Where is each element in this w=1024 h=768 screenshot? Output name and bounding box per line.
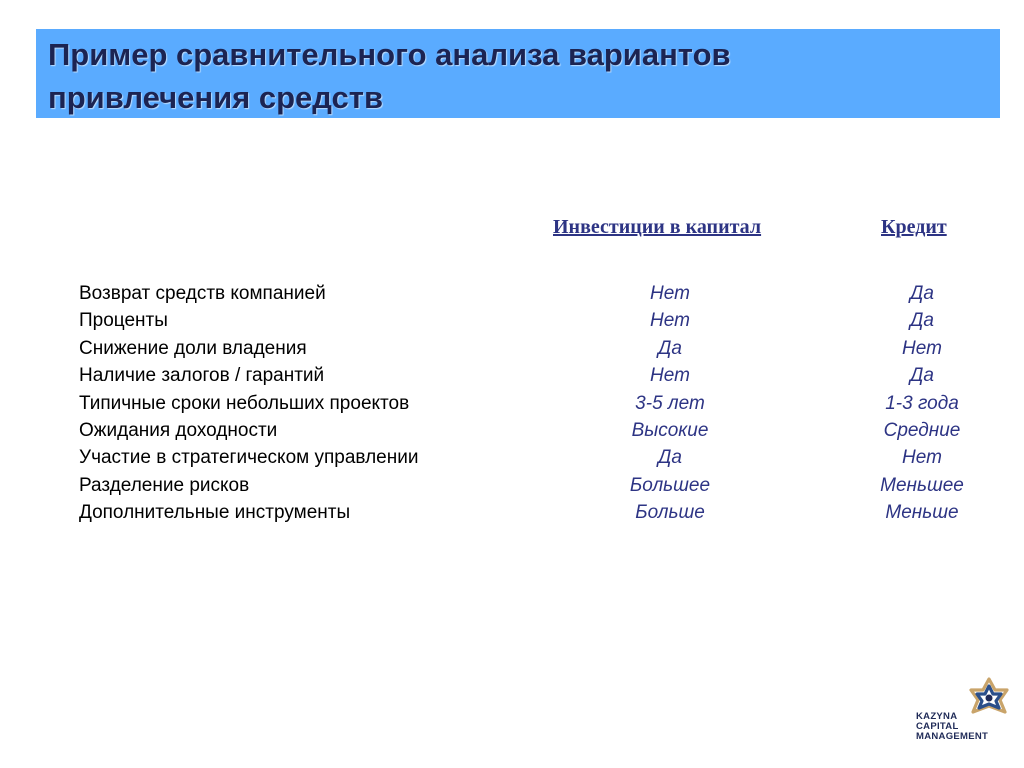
table-row xyxy=(0,335,1024,362)
table-row xyxy=(0,362,1024,389)
logo-text-line-3: MANAGEMENT xyxy=(916,731,989,742)
row-label: Ожидания доходности xyxy=(79,419,278,441)
row-label: Участие в стратегическом управлении xyxy=(79,447,419,469)
row-label: Возврат средств компанией xyxy=(79,283,326,304)
row-value-credit: Да xyxy=(910,310,934,332)
row-value-equity: 3-5 лет xyxy=(635,392,705,414)
table-row xyxy=(0,280,1024,307)
row-label: Наличие залогов / гарантий xyxy=(79,365,325,387)
column-header-credit: Кредит xyxy=(881,216,947,238)
table-row xyxy=(0,417,1024,444)
table-row xyxy=(0,444,1024,471)
row-value-equity: Нет xyxy=(650,310,690,332)
table-row xyxy=(0,307,1024,334)
row-label: Проценты xyxy=(79,310,168,332)
row-value-credit: 1-3 года xyxy=(885,392,959,414)
row-value-equity: Высокие xyxy=(631,419,709,441)
row-value-equity: Да xyxy=(658,447,682,469)
row-value-credit: Нет xyxy=(902,337,942,359)
page-title-line-2: привлечения средств xyxy=(48,80,384,115)
row-value-credit: Да xyxy=(910,283,934,304)
row-label: Типичные сроки небольших проектов xyxy=(79,392,410,414)
table-row xyxy=(0,499,1024,526)
row-value-equity: Да xyxy=(658,337,682,359)
logo-text-line-1: KAZYNA xyxy=(916,711,958,722)
logo-text-line-2: CAPITAL xyxy=(916,721,959,732)
title-bar xyxy=(36,29,1000,118)
row-value-credit: Меньшее xyxy=(880,474,964,496)
row-value-credit: Средние xyxy=(883,419,961,441)
table-row xyxy=(0,390,1024,417)
row-value-equity: Большее xyxy=(629,474,711,496)
table-row xyxy=(0,472,1024,499)
row-value-equity: Нет xyxy=(650,283,690,304)
company-logo xyxy=(912,676,1008,746)
row-label: Дополнительные инструменты xyxy=(79,502,351,524)
row-value-credit: Меньше xyxy=(885,502,959,524)
row-value-equity: Нет xyxy=(650,365,690,387)
comparison-table xyxy=(0,280,1024,527)
row-label: Снижение доли владения xyxy=(79,337,307,359)
row-value-credit: Нет xyxy=(902,447,942,469)
row-value-credit: Да xyxy=(910,365,934,387)
row-label: Разделение рисков xyxy=(79,474,250,496)
row-value-equity: Больше xyxy=(635,502,705,524)
page-title-line-1: Пример сравнительного анализа вариантов xyxy=(48,37,731,72)
column-header-equity: Инвестиции в капитал xyxy=(553,216,762,238)
